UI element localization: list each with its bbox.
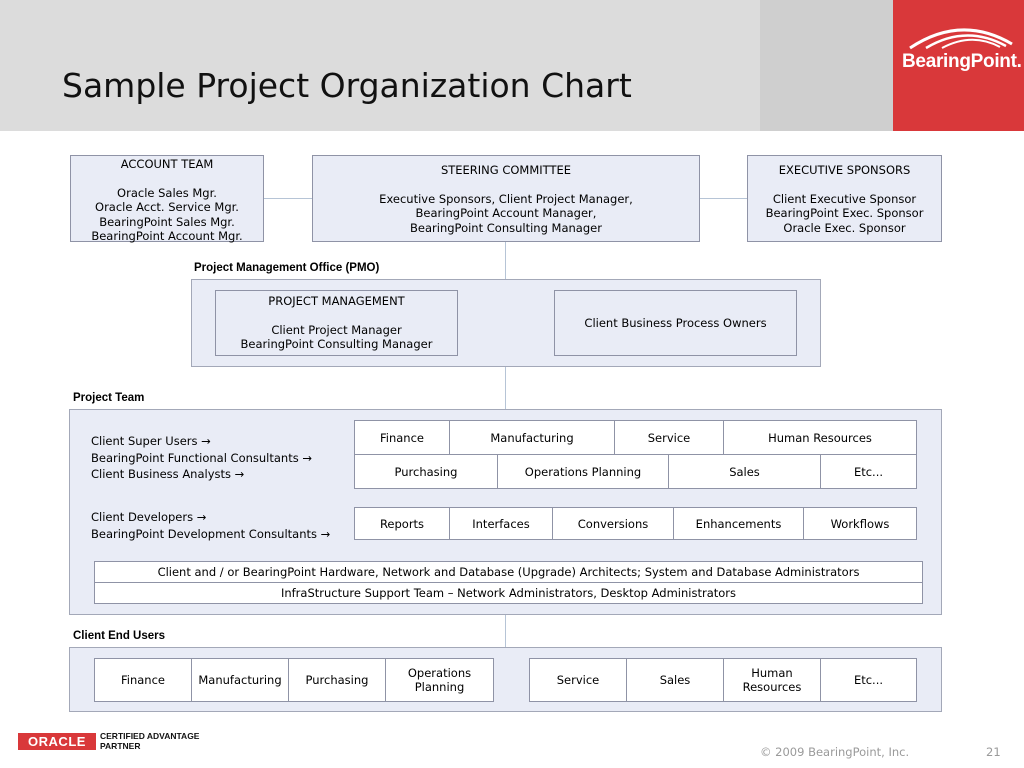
project-management-line: BearingPoint Consulting Manager [240,337,433,351]
area-cell: Manufacturing [450,421,615,454]
steering-committee-line: Executive Sponsors, Client Project Manager, [379,191,633,206]
business-process-owners-text: Client Business Process Owners [584,315,767,330]
end-user-cell: Manufacturing [192,659,289,701]
pmo-label: Project Management Office (PMO) [194,262,380,274]
area-cell: Sales [669,455,821,488]
end-users-group-1 [94,658,494,702]
developer-role: BearingPoint Development Consultants → [91,526,331,541]
executive-sponsors-line: BearingPoint Exec. Sponsor [765,206,924,220]
connector-steering-executive [699,198,747,199]
account-team-line: Oracle Acct. Service Mgr. [95,200,239,214]
account-team-title: ACCOUNT TEAM [120,157,214,171]
area-cell: Operations Planning [498,455,669,488]
end-user-cell: Service [530,659,627,701]
dev-cell: Workflows [830,516,890,531]
end-user-cell: Operations Planning [407,666,472,694]
oracle-partner-line: CERTIFIED ADVANTAGE [100,731,200,741]
area-cell: Service [615,421,724,454]
connector-account-steering [263,198,313,199]
area-cell: Finance [355,421,450,454]
functional-roles-list [91,433,312,483]
executive-sponsors-box [747,155,942,242]
oracle-partner-line: PARTNER [100,741,141,751]
developer-roles-list [91,509,330,542]
page-title: Sample Project Organization Chart [62,66,632,105]
architects-bar [94,561,923,583]
end-user-cell: Purchasing [289,659,386,701]
functional-row-1 [354,420,917,454]
oracle-logo: ORACLE [18,733,96,750]
business-process-owners-box [554,290,797,356]
steering-committee-line: BearingPoint Consulting Manager [410,220,602,235]
project-management-line: Client Project Manager [271,322,402,337]
end-user-cell: Sales [627,659,724,701]
functional-role: Client Super Users → [91,434,211,448]
steering-committee-box [312,155,700,242]
executive-sponsors-line: Client Executive Sponsor [772,191,917,206]
end-user-cell: Finance [95,659,192,701]
account-team-line: BearingPoint Sales Mgr. [99,214,235,229]
steering-committee-title: STEERING COMMITTEE [440,163,572,177]
end-user-cell: Etc... [853,673,884,687]
functional-areas-grid [354,420,917,489]
functional-role: Client Business Analysts → [91,467,245,481]
logo-arc-icon [906,22,1016,50]
dev-cell: Conversions [553,508,674,539]
area-cell: Etc... [853,464,884,479]
account-team-line: BearingPoint Account Mgr. [91,229,243,243]
developer-role: Client Developers → [91,510,207,524]
dev-cell: Enhancements [674,508,804,539]
connector-steering-pmo [505,241,506,280]
header-accent-block [760,0,893,131]
steering-committee-line: BearingPoint Account Manager, [415,206,597,220]
dev-cell: Reports [355,508,450,539]
functional-role: BearingPoint Functional Consultants → [91,450,313,465]
copyright: © 2009 BearingPoint, Inc. [760,745,910,759]
bearingpoint-logo: BearingPoint. [902,51,1022,72]
architects-text: Client and / or BearingPoint Hardware, Network and Database (Upgrade) Architects; System and Database Administrators [157,565,860,579]
end-users-group-2 [529,658,917,702]
page-number: 21 [986,745,1001,759]
account-team-line: Oracle Sales Mgr. [117,185,217,200]
executive-sponsors-line: Oracle Exec. Sponsor [783,220,906,235]
executive-sponsors-title: EXECUTIVE SPONSORS [778,163,911,177]
account-team-box [70,155,264,242]
functional-row-2 [354,454,917,489]
infrastructure-text: InfraStructure Support Team – Network Administrators, Desktop Administrators [280,586,737,600]
development-areas-row [354,507,917,540]
area-cell: Human Resources [768,430,872,445]
end-users-label: Client End Users [73,630,166,642]
oracle-partner-text [100,731,199,751]
area-cell: Purchasing [355,455,498,488]
infrastructure-bar [94,582,923,604]
project-team-label: Project Team [73,392,145,404]
dev-cell: Interfaces [450,508,553,539]
connector-team-endusers [505,615,506,648]
project-management-title: PROJECT MANAGEMENT [268,294,405,308]
connector-pmo-team [505,366,506,409]
end-user-cell: Human Resources [724,659,821,701]
project-management-box [215,290,458,356]
